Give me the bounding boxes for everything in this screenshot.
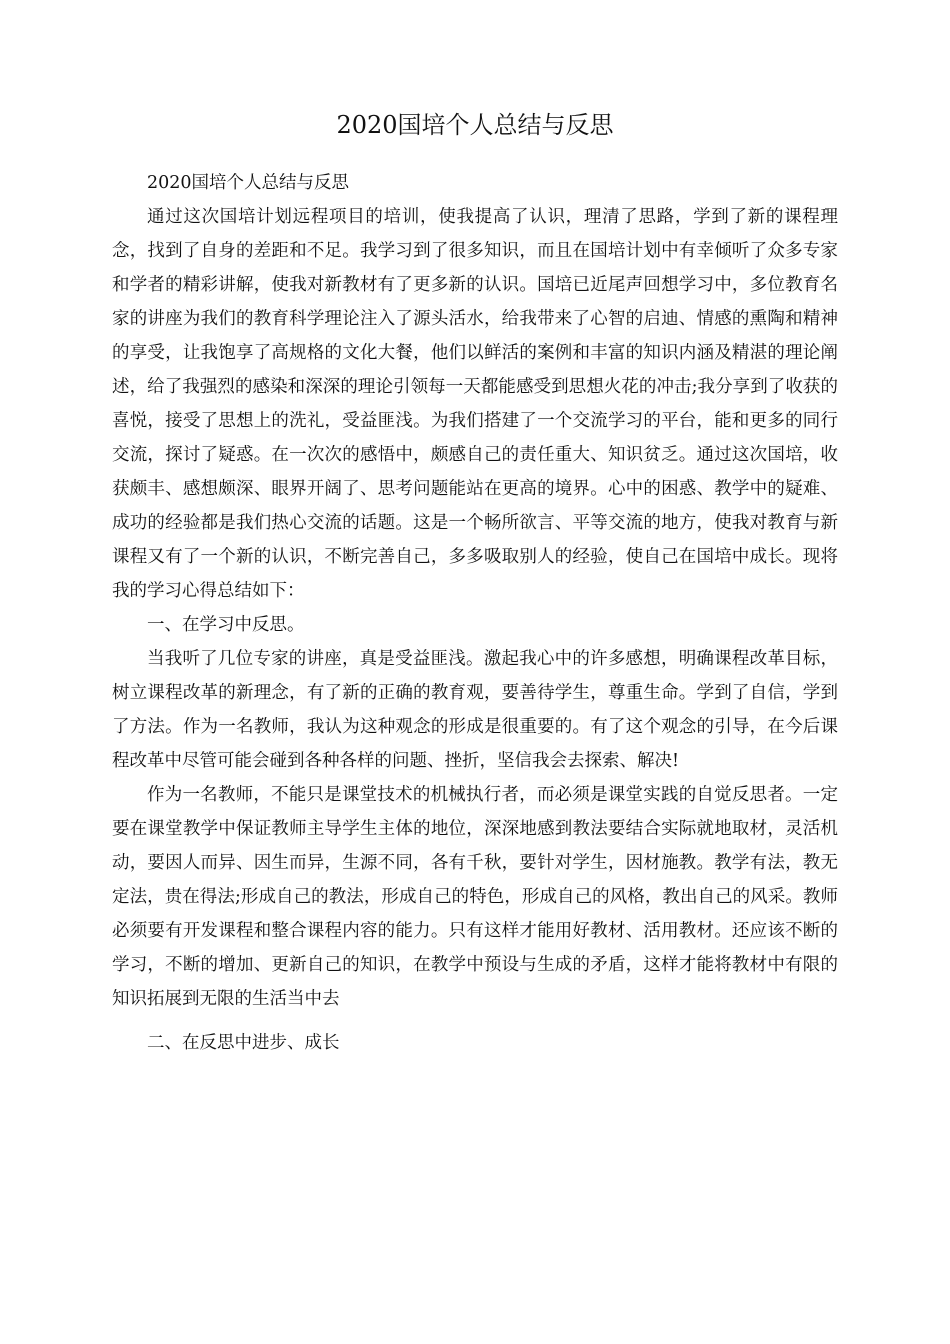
document-body <box>112 166 838 1060</box>
paragraph-lecture-reflection: 当我听了几位专家的讲座，真是受益匪浅。激起我心中的许多感想，明确课程改革目标，树立课程改革的新理念，有了新的正确的教育观，要善待学生，尊重生命。学到了自信，学到了方法。作为一名教师，我认为这种观念的形成是很重要的。有了这个观念的引导，在今后课程改革中尽管可能会碰到各种各样的问题、挫折，坚信我会去探索、解决! <box>112 649 838 771</box>
paragraph-teacher-role: 作为一名教师，不能只是课堂技术的机械执行者，而必须是课堂实践的自觉反思者。一定要在课堂教学中保证教师主导学生主体的地位，深深地感到教法要结合实际就地取材，灵活机动，要因人而异、因生而异，生源不同，各有千秋，要针对学生，因材施教。教学有法，教无定法，贵在得法;形成自己的教法，形成自己的特色，形成自己的风格，教出自己的风采。教师必须要有开发课程和整合课程内容的能力。只有这样才能用好教材、活用教材。还应该不断的学习，不断的增加、更新自己的知识，在教学中预设与生成的矛盾，这样才能将教材中有限的知识拓展到无限的生活当中去 <box>112 785 838 1009</box>
paragraph-intro: 通过这次国培计划远程项目的培训，使我提高了认识，理清了思路，学到了新的课程理念，找到了自身的差距和不足。我学习到了很多知识，而且在国培计划中有幸倾听了众多专家和学者的精彩讲解，使我对新教材有了更多新的认识。国培已近尾声回想学习中，多位教育名家的讲座为我们的教育科学理论注入了源头活水，给我带来了心智的启迪、情感的熏陶和精神的享受，让我饱享了高规格的文化大餐，他们以鲜活的案例和丰富的知识内涵及精湛的理论阐述，给了我强烈的感染和深深的理论引领每一天都能感受到思想火花的冲击;我分享到了收获的喜悦，接受了思想上的洗礼，受益匪浅。为我们搭建了一个交流学习的平台，能和更多的同行交流，探讨了疑惑。在一次次的感悟中，颇感自己的责任重大、知识贫乏。通过这次国培，收获颇丰、感想颇深、眼界开阔了、思考问题能站在更高的境界。心中的困惑、教学中的疑难、成功的经验都是我们热心交流的话题。这是一个畅所欲言、平等交流的地方，使我对教育与新课程又有了一个新的认识，不断完善自己，多多吸取别人的经验，使自己在国培中成长。现将我的学习心得总结如下： <box>112 207 838 601</box>
section-heading-2: 二、在反思中进步、成长 <box>147 1033 340 1053</box>
document-subtitle: 2020国培个人总结与反思 <box>147 173 350 193</box>
document-title: 2020国培个人总结与反思 <box>336 111 614 139</box>
paragraph-gap <box>112 1016 838 1026</box>
section-heading-1: 一、在学习中反思。 <box>147 615 305 635</box>
